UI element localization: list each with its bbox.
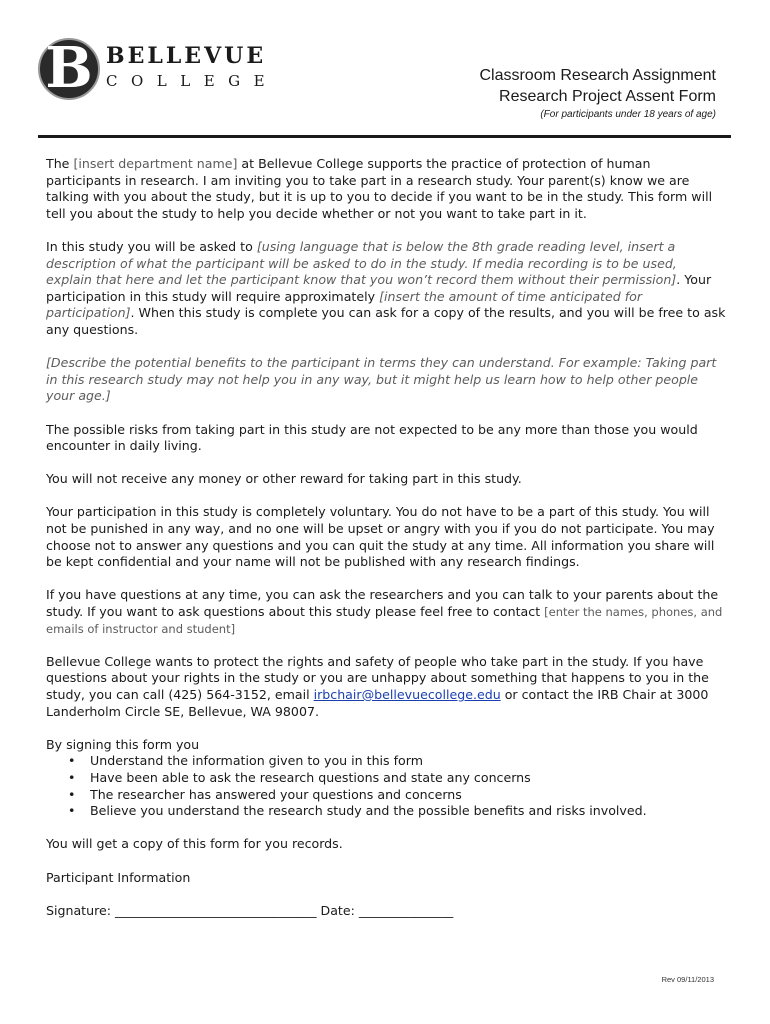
logo-wordmark-college: COLLEGE	[106, 72, 279, 90]
irb-email-link[interactable]: irbchair@bellevuecollege.edu	[313, 687, 501, 702]
list-item: • The researcher has answered your questions and concerns	[68, 787, 726, 804]
signing-list	[46, 753, 726, 819]
list-item: • Believe you understand the research study and the possible benefits and risks involved.	[68, 803, 726, 820]
form-subtitle: (For participants under 18 years of age)	[540, 109, 716, 120]
department-placeholder: [insert department name]	[73, 156, 238, 171]
header-divider	[38, 135, 731, 138]
intro-paragraph: The [insert department name] at Bellevue College supports the practice of protection of human participants in research. I am inviting you to take part in a research study. Your parent(s) know we are talking with you about the study, but it is up to you to decide if you want to be in the study. This form will tell you about the study to help you decide whether or not you want to take part in it.	[46, 156, 713, 221]
form-body	[46, 156, 726, 936]
voluntary-paragraph: Your participation in this study is completely voluntary. You do not have to be a part of this study. You will not be punished in any way, and no one will be upset or angry with you if you do not participate. You may choose not to answer any questions and you can quit the study at any time. All information you share will be kept confidential and your name will not be published with any research findings.	[46, 504, 715, 570]
procedure-paragraph: In this study you will be asked to [using language that is below the 8th grade reading level, insert a description of what the participant will be asked to do in the study. If media recording is to be used, explain that here and let the participant know that you won’t record them without their permission]. Your participation in this study will require approximately [insert the amount of time anticipated for participation]. When this study is complete you can ask for a copy of the results, and you will be free to ask any questions.	[46, 238, 726, 337]
revision-date: Rev 09/11/2013	[661, 975, 714, 984]
contact-placeholder: [enter the names, phones, and emails of instructor and student]	[46, 605, 723, 636]
signing-section	[46, 737, 726, 820]
questions-paragraph: If you have questions at any time, you can ask the researchers and you can talk to your parents about the study. If you want to ask questions about this study please feel free to contact [enter the names, phones, and emails of instructor and student]	[46, 587, 723, 636]
form-title-line1: Classroom Research Assignment	[479, 67, 716, 84]
risks-paragraph: The possible risks from taking part in this study are not expected to be any more than those you would encounter in daily living.	[46, 421, 698, 454]
form-header	[479, 65, 716, 122]
signing-intro: By signing this form you	[46, 736, 200, 752]
bellevue-college-logo	[38, 35, 288, 102]
list-item: • Understand the information given to you in this form	[68, 753, 726, 770]
compensation-paragraph: You will not receive any money or other reward for taking part in this study.	[46, 471, 522, 487]
benefits-placeholder-paragraph: [Describe the potential benefits to the participant in terms they can understand. For example: Taking part in this research study may not help you in any way, but it might help us learn how to help other people your age.]	[46, 355, 717, 404]
form-title-line2: Research Project Assent Form	[499, 88, 716, 105]
time-placeholder: [insert the amount of time anticipated for participation]	[46, 288, 643, 321]
copy-paragraph: You will get a copy of this form for you records.	[46, 836, 343, 852]
list-item: • Have been able to ask the research questions and state any concerns	[68, 770, 726, 787]
rights-paragraph: Bellevue College wants to protect the rights and safety of people who take part in the study. If you have questions about your rights in the study or you are unhappy about something that happens to you in the study, you can call (425) 564-3152, email irbchair@bellevuecollege.edu or contact the IRB Chair at 3000 Landerholm Circle SE, Bellevue, WA 98007.	[46, 653, 709, 719]
participant-info-label: Participant Information	[46, 869, 191, 885]
signature-line[interactable]: Signature: ________________________________ Date: _______________	[46, 902, 454, 918]
procedure-placeholder: [using language that is below the 8th grade reading level, insert a description of what the participant will be asked to do in the study. If media recording is to be used, explain that here and let the participant know that you won’t record them without their permission]	[46, 238, 677, 288]
logo-letter: B	[45, 35, 93, 101]
logo-emblem	[38, 35, 100, 101]
logo-wordmark-bellevue: BELLEVUE	[106, 43, 267, 69]
